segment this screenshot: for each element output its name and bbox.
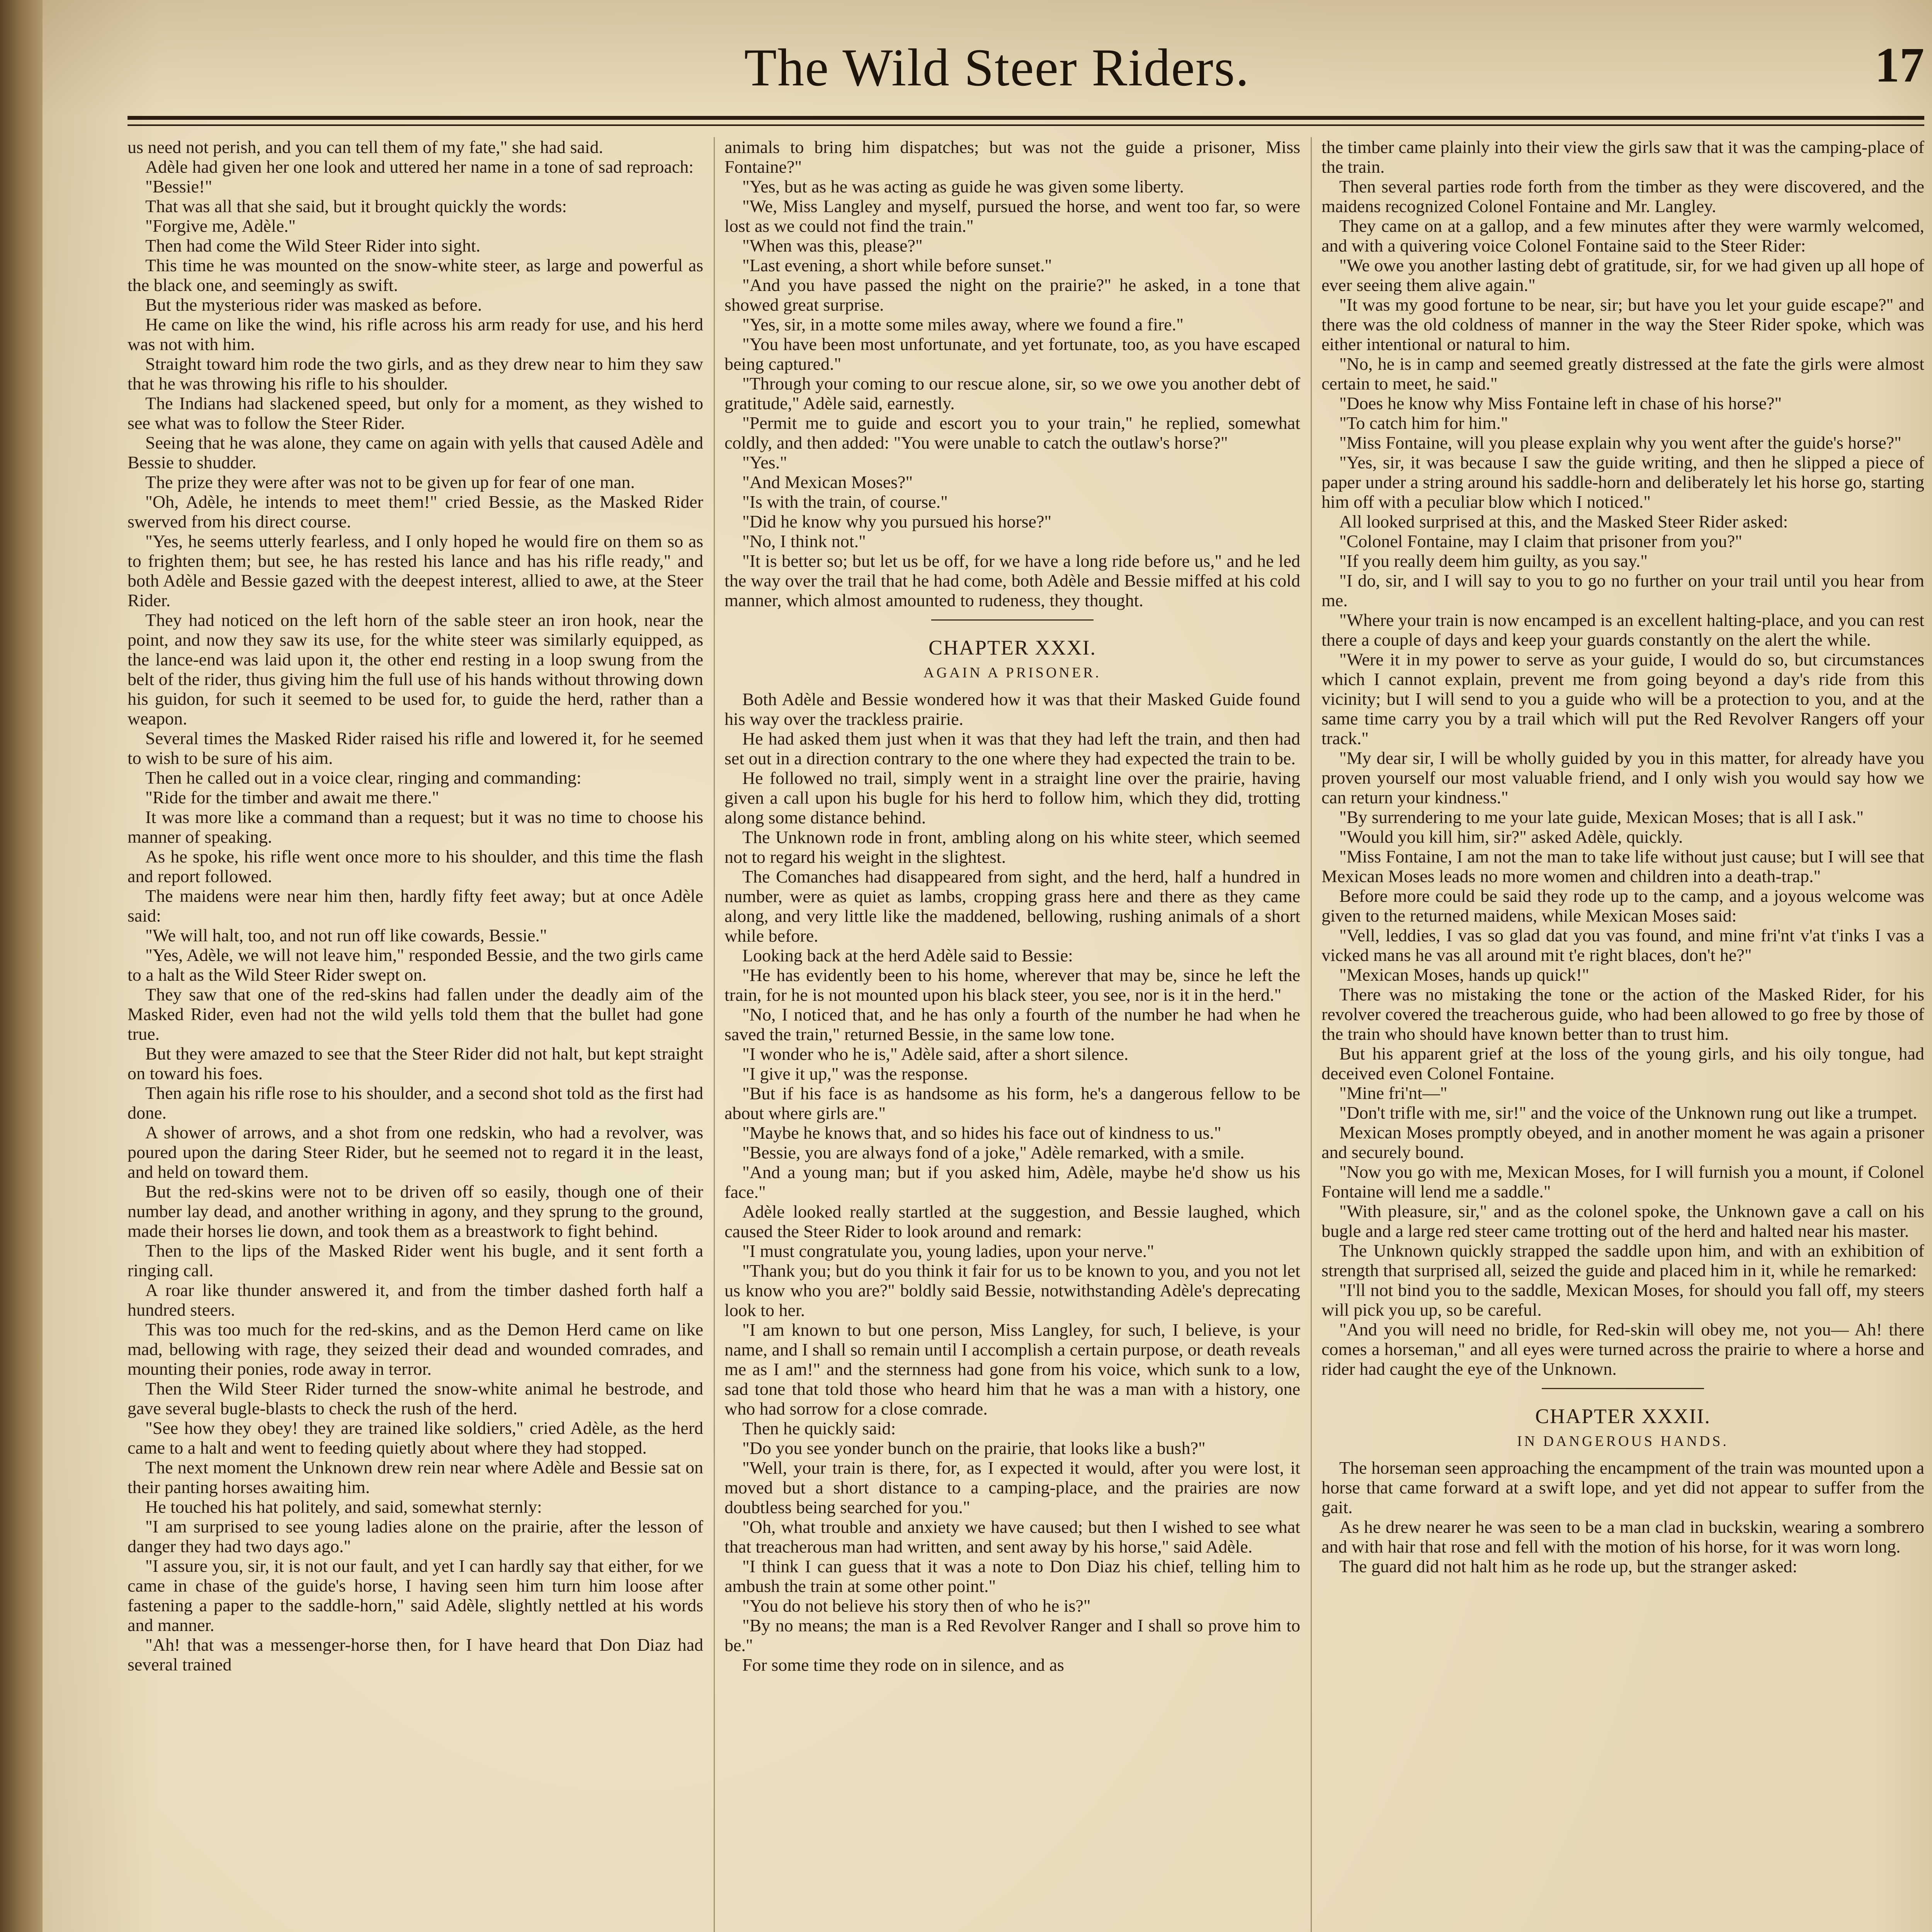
page-gutter bbox=[0, 0, 46, 1932]
paragraph: "We will halt, too, and not run off like cowards, Bessie." bbox=[145, 925, 547, 945]
paragraph: "Would you kill him, sir?" asked Adèle, quickly. bbox=[1339, 827, 1683, 847]
paragraph: "And Mexican Moses?" bbox=[742, 472, 913, 492]
paragraph: They had noticed on the left horn of the sable steer an iron hook, near the point, and now they saw its use, for the white steer was similarly equipped, as the lance-end was laid upon it, the other end resting in a loop swung from the belt of the rider, thus giving him the full use of his hands without throwing down his guidon, for such it seemed to be used for, to guide the herd, rather than a weapon. bbox=[128, 610, 703, 728]
paragraph: "When was this, please?" bbox=[742, 236, 923, 255]
paragraph: Several times the Masked Rider raised his rifle and lowered it, for he seemed to wish to be sure of his aim. bbox=[128, 728, 703, 768]
paragraph: "I think I can guess that it was a note to Don Diaz his chief, telling him to ambush the train at some other point." bbox=[724, 1556, 1300, 1596]
paragraph: "Mexican Moses, hands up quick!" bbox=[1339, 965, 1589, 985]
header-rule-thin bbox=[128, 124, 1924, 126]
chapter-divider bbox=[931, 619, 1094, 621]
paragraph: This was too much for the red-skins, and as the Demon Herd came on like mad, bellowing with rage, they seized their dead and wounded comrades, and mounting their ponies, rode away in terror. bbox=[128, 1320, 703, 1379]
paragraph: "And a young man; but if you asked him, Adèle, maybe he'd show us his face." bbox=[724, 1162, 1300, 1202]
paragraph: the timber came plainly into their view the girls saw that it was the camping-place of the train. bbox=[1321, 137, 1924, 177]
paragraph: "And you have passed the night on the prairie?" he asked, in a tone that showed great surprise. bbox=[724, 275, 1300, 315]
chapter-title: CHAPTER XXXII. bbox=[1535, 1405, 1711, 1428]
paragraph: "Oh, Adèle, he intends to meet them!" cried Bessie, as the Masked Rider swerved from his direct course. bbox=[128, 492, 703, 531]
paragraph: "Yes, sir, in a motte some miles away, where we found a fire." bbox=[742, 315, 1184, 334]
paragraph: "Don't trifle with me, sir!" and the voice of the Unknown rung out like a trumpet. bbox=[1339, 1103, 1917, 1122]
paragraph: He touched his hat politely, and said, somewhat sternly: bbox=[145, 1497, 542, 1517]
paragraph: Then the Wild Steer Rider turned the snow-white animal he bestrode, and gave several bugle-blasts to check the rush of the herd. bbox=[128, 1379, 703, 1418]
paragraph: "Through your coming to our rescue alone, sir, so we owe you another debt of gratitude," Adèle said, earnestly. bbox=[724, 374, 1300, 413]
paragraph: It was more like a command than a request; but it was no time to choose his manner of speaking. bbox=[128, 807, 703, 847]
paragraph: The guard did not halt him as he rode up, but the stranger asked: bbox=[1339, 1556, 1798, 1576]
header-rule-thick bbox=[128, 116, 1924, 120]
paragraph: The horseman seen approaching the encampment of the train was mounted upon a horse that came forward at a swift lope, and yet did not appear to suffer from the gait. bbox=[1321, 1458, 1924, 1517]
paragraph: "You do not believe his story then of who he is?" bbox=[742, 1596, 1091, 1616]
paragraph: "Thank you; but do you think it fair for us to be known to you, and you not let us know who you are?" boldly said Bessie, notwithstanding Adèle's deprecating look to her. bbox=[724, 1261, 1300, 1320]
paragraph: For some time they rode on in silence, and as bbox=[742, 1655, 1064, 1675]
paragraph: Then had come the Wild Steer Rider into sight. bbox=[145, 236, 481, 255]
paragraph: "See how they obey! they are trained like soldiers," cried Adèle, as the herd came to a halt and went to feeding quietly about where they had stopped. bbox=[128, 1418, 703, 1458]
paragraph: "We owe you another lasting debt of gratitude, sir, for we had given up all hope of ever seeing them alive again." bbox=[1321, 255, 1924, 295]
paragraph: "No, he is in camp and seemed greatly distressed at the fate the girls were almost certain to meet, he said." bbox=[1321, 354, 1924, 393]
paragraph: "I must congratulate you, young ladies, upon your nerve." bbox=[742, 1241, 1154, 1261]
paragraph: "Does he know why Miss Fontaine left in chase of his horse?" bbox=[1339, 393, 1782, 413]
paragraph: "He has evidently been to his home, wherever that may be, since he left the train, for he is not mounted upon his black steer, you see, nor is it in the herd." bbox=[724, 965, 1300, 1005]
paragraph: "Last evening, a short while before sunset." bbox=[742, 255, 1052, 275]
paragraph: Both Adèle and Bessie wondered how it was that their Masked Guide found his way over the trackless prairie. bbox=[724, 689, 1300, 729]
paragraph: The maidens were near him then, hardly fifty feet away; but at once Adèle said: bbox=[128, 886, 703, 925]
paragraph: They came on at a gallop, and a few minutes after they were warmly welcomed, and with a quivering voice Colonel Fontaine said to the Steer Rider: bbox=[1321, 216, 1924, 255]
paragraph: He followed no trail, simply went in a straight line over the prairie, having given a call upon his bugle for his herd to follow him, which they did, trotting along some distance behind. bbox=[724, 768, 1300, 827]
paragraph: Before more could be said they rode up to the camp, and a joyous welcome was given to the returned maidens, while Mexican Moses said: bbox=[1321, 886, 1924, 925]
paragraph: The Unknown quickly strapped the saddle upon him, and with an exhibition of strength that surprised all, seized the guide and placed him in it, while he remarked: bbox=[1321, 1241, 1924, 1280]
chapter-divider bbox=[1542, 1388, 1704, 1389]
column-divider-right bbox=[1311, 137, 1312, 1932]
paragraph: "By surrendering to me your late guide, Mexican Moses; that is all I ask." bbox=[1339, 807, 1864, 827]
paragraph: "Mine fri'nt—" bbox=[1339, 1083, 1447, 1103]
paragraph: They saw that one of the red-skins had fallen under the deadly aim of the Masked Rider, even had not the wild yells told them that the bullet had gone true. bbox=[128, 985, 703, 1044]
paragraph: "I am known to but one person, Miss Langley, for such, I believe, is your name, and I shall so remain until I accomplish a certain purpose, or death reveals me as I am!" and the sternness had gone from his voice, which sunk to a low, sad tone that told those who heard him that he was a man with a history, one who had sorrow for a close comrade. bbox=[724, 1320, 1300, 1418]
paragraph: "Do you see yonder bunch on the prairie, that looks like a bush?" bbox=[742, 1438, 1206, 1458]
paragraph: "I give it up," was the response. bbox=[742, 1064, 968, 1083]
paragraph: There was no mistaking the tone or the action of the Masked Rider, for his revolver covered the treacherous guide, who had been allowed to go free by those of the train who should have known better than to trust him. bbox=[1321, 985, 1924, 1044]
paragraph: "But if his face is as handsome as his form, he's a dangerous fellow to be about where girls are." bbox=[724, 1083, 1300, 1123]
chapter-title: CHAPTER XXXI. bbox=[928, 636, 1096, 659]
paragraph: The next moment the Unknown drew rein near where Adèle and Bessie sat on their panting horses awaiting him. bbox=[128, 1458, 703, 1497]
paragraph: "I am surprised to see young ladies alone on the prairie, after the lesson of danger they had two days ago." bbox=[128, 1517, 703, 1556]
paragraph: "Ride for the timber and await me there." bbox=[145, 787, 439, 807]
paragraph: Then to the lips of the Masked Rider went his bugle, and it sent forth a ringing call. bbox=[128, 1241, 703, 1280]
paragraph: "It was my good fortune to be near, sir; but have you let your guide escape?" and there was the old coldness of manner in the way the Steer Rider spoke, which was either intentional or natural to him. bbox=[1321, 295, 1924, 354]
paragraph: "Permit me to guide and escort you to your train," he replied, somewhat coldly, and then added: "You were unable to catch the outlaw's horse?" bbox=[724, 413, 1300, 452]
paragraph: "Were it in my power to serve as your guide, I would do so, but circumstances which I cannot explain, prevent me from going beyond a day's ride from this vicinity; but I will send to you a guide who will be a protection to you, and at the same time carry you by a trail which will put the Red Revolver Rangers off your track." bbox=[1321, 650, 1924, 748]
paragraph: Then he quickly said: bbox=[742, 1418, 896, 1438]
paragraph: "Miss Fontaine, will you please explain why you went after the guide's horse?" bbox=[1339, 433, 1901, 452]
paragraph: But his apparent grief at the loss of the young girls, and his oily tongue, had deceived even Colonel Fontaine. bbox=[1321, 1044, 1924, 1083]
paragraph: "I assure you, sir, it is not our fault, and yet I can hardly say that either, for we came in chase of the guide's horse, I having seen him turn him loose after fastening a paper to the saddle-horn," said Adèle, slightly nettled at his words and manner. bbox=[128, 1556, 703, 1635]
paragraph: "Yes, Adèle, we will not leave him," responded Bessie, and the two girls came to a halt as the Wild Steer Rider swept on. bbox=[128, 945, 703, 985]
paragraph: Then again his rifle rose to his shoulder, and a second shot told as the first had done. bbox=[128, 1083, 703, 1122]
paragraph: "And you will need no bridle, for Red-skin will obey me, not you— Ah! there comes a horseman," and all eyes were turned across the prairie to where a horse and rider had caught the eye of the Unknown. bbox=[1321, 1320, 1924, 1379]
paragraph: But the red-skins were not to be driven off so easily, though one of their number lay dead, and another writhing in agony, and they sprung to the ground, made their horses lie down, and took them as a breastwork to fight behind. bbox=[128, 1182, 703, 1241]
paragraph: "Well, your train is there, for, as I expected it would, after you were lost, it moved but a short distance to a camping-place, and the prairies are now doubtless being searched for you." bbox=[724, 1458, 1300, 1517]
column-divider-left bbox=[714, 137, 715, 1932]
paragraph: The Indians had slackened speed, but only for a moment, as they wished to see what was to follow the Steer Rider. bbox=[128, 393, 703, 433]
paragraph: That was all that she said, but it brought quickly the words: bbox=[145, 196, 567, 216]
paragraph: "Where your train is now encamped is an excellent halting-place, and you can rest there a couple of days and keep your guards constantly on the alert the while. bbox=[1321, 610, 1924, 650]
paragraph: "With pleasure, sir," and as the colonel spoke, the Unknown gave a call on his bugle and a large red steer came trotting out of the herd and halted near his master. bbox=[1321, 1201, 1924, 1241]
paragraph: The Comanches had disappeared from sight, and the herd, half a hundred in number, were as quiet as lambs, cropping grass here and there as they came along, and very little like the maddened, bellowing, rushing animals of a short while before. bbox=[724, 867, 1300, 946]
paragraph: "By no means; the man is a Red Revolver Ranger and I shall so prove him to be." bbox=[724, 1616, 1300, 1655]
paragraph: "Now you go with me, Mexican Moses, for I will furnish you a mount, if Colonel Fontaine will lend me a saddle." bbox=[1321, 1162, 1924, 1201]
paragraph: Mexican Moses promptly obeyed, and in another moment he was again a prisoner and securely bound. bbox=[1321, 1122, 1924, 1162]
running-title: The Wild Steer Riders. bbox=[744, 38, 1250, 97]
paragraph: The Unknown rode in front, ambling along on his white steer, which seemed not to regard his weight in the slightest. bbox=[724, 827, 1300, 867]
paragraph: Then several parties rode forth from the timber as they were discovered, and the maidens recognized Colonel Fontaine and Mr. Langley. bbox=[1321, 177, 1924, 216]
paragraph: "Bessie, you are always fond of a joke," Adèle remarked, with a smile. bbox=[742, 1143, 1245, 1162]
paragraph: "No, I noticed that, and he has only a fourth of the number he had when he saved the train," returned Bessie, in the same low tone. bbox=[724, 1005, 1300, 1044]
paragraph: "Bessie!" bbox=[145, 177, 212, 196]
paragraph: As he spoke, his rifle went once more to his shoulder, and this time the flash and report followed. bbox=[128, 847, 703, 886]
paragraph: "Yes." bbox=[742, 452, 787, 472]
paragraph: "I do, sir, and I will say to you to go no further on your trail until you hear from me. bbox=[1321, 571, 1924, 610]
paragraph: "Vell, leddies, I vas so glad dat you vas found, and mine fri'nt v'at t'inks I vas a vicked mans he vas all around mit t'e right blaces, don't he?" bbox=[1321, 925, 1924, 965]
paragraph: "Is with the train, of course." bbox=[742, 492, 948, 512]
paragraph: Then he called out in a voice clear, ringing and commanding: bbox=[145, 768, 582, 787]
paragraph: A roar like thunder answered it, and from the timber dashed forth half a hundred steers. bbox=[128, 1280, 703, 1320]
text-column-2 bbox=[724, 137, 1300, 1932]
paragraph: Looking back at the herd Adèle said to Bessie: bbox=[742, 946, 1073, 965]
paragraph: Adèle looked really startled at the suggestion, and Bessie laughed, which caused the Steer Rider to look around and remark: bbox=[724, 1202, 1300, 1241]
page-header bbox=[128, 37, 1924, 114]
paragraph: Straight toward him rode the two girls, and as they drew near to him they saw that he was throwing his rifle to his shoulder. bbox=[128, 354, 703, 393]
paragraph: "I'll not bind you to the saddle, Mexican Moses, for should you fall off, my steers will pick you up, so be careful. bbox=[1321, 1280, 1924, 1320]
paragraph: "No, I think not." bbox=[742, 531, 866, 551]
chapter-subtitle: AGAIN A PRISONER. bbox=[923, 665, 1101, 681]
paragraph: "If you really deem him guilty, as you say." bbox=[1339, 551, 1648, 571]
paragraph: "Yes, he seems utterly fearless, and I only hoped he would fire on them so as to frighten them; but see, he has rested his lance and has his rifle ready," and both Adèle and Bessie gazed with the deepest interest, allied to awe, at the Steer Rider. bbox=[128, 531, 703, 610]
paragraph: "Yes, but as he was acting as guide he was given some liberty. bbox=[742, 177, 1184, 196]
paragraph: "Forgive me, Adèle." bbox=[145, 216, 296, 236]
paragraph: "You have been most unfortunate, and yet fortunate, too, as you have escaped being captured." bbox=[724, 334, 1300, 374]
chapter-subtitle: IN DANGEROUS HANDS. bbox=[1517, 1433, 1729, 1449]
paragraph: "Ah! that was a messenger-horse then, for I have heard that Don Diaz had several trained bbox=[128, 1635, 703, 1674]
paragraph: "We, Miss Langley and myself, pursued the horse, and went too far, so were lost as we could not find the train." bbox=[724, 196, 1300, 236]
paragraph: animals to bring him dispatches; but was not the guide a prisoner, Miss Fontaine?" bbox=[724, 137, 1300, 177]
paragraph: "I wonder who he is," Adèle said, after a short silence. bbox=[742, 1044, 1129, 1064]
paragraph: But the mysterious rider was masked as before. bbox=[145, 295, 482, 315]
text-column-1 bbox=[128, 137, 703, 1932]
text-column-3 bbox=[1321, 137, 1924, 1932]
paragraph: As he drew nearer he was seen to be a man clad in buckskin, wearing a sombrero and with hair that rose and fell with the motion of his horse, for it was worn long. bbox=[1321, 1517, 1924, 1556]
paragraph: But they were amazed to see that the Steer Rider did not halt, but kept straight on toward his foes. bbox=[128, 1044, 703, 1083]
paragraph: "My dear sir, I will be wholly guided by you in this matter, for already have you proven yourself our most valuable friend, and I only wish you would say how we can return your kindness." bbox=[1321, 748, 1924, 807]
paragraph: "It is better so; but let us be off, for we have a long ride before us," and he led the way over the trail that he had come, both Adèle and Bessie miffed at his cold manner, which almost amounted to rudeness, they thought. bbox=[724, 551, 1300, 610]
paragraph: He had asked them just when it was that they had left the train, and then had set out in a direction contrary to the one where they had expected the train to be. bbox=[724, 729, 1300, 768]
paragraph: All looked surprised at this, and the Masked Steer Rider asked: bbox=[1339, 512, 1788, 531]
paragraph: us need not perish, and you can tell them of my fate," she had said. bbox=[128, 137, 604, 157]
paragraph: "To catch him for him." bbox=[1339, 413, 1508, 433]
paragraph: He came on like the wind, his rifle across his arm ready for use, and his herd was not with him. bbox=[128, 315, 703, 354]
paragraph: Seeing that he was alone, they came on again with yells that caused Adèle and Bessie to shudder. bbox=[128, 433, 703, 472]
paragraph: "Oh, what trouble and anxiety we have caused; but then I wished to see what that treacherous man had written, and sent away by his horse," said Adèle. bbox=[724, 1517, 1300, 1556]
paragraph: This time he was mounted on the snow-white steer, as large and powerful as the black one, and seemingly as swift. bbox=[128, 255, 703, 295]
paragraph: "Did he know why you pursued his horse?" bbox=[742, 512, 1052, 531]
paragraph: "Maybe he knows that, and so hides his face out of kindness to us." bbox=[742, 1123, 1221, 1143]
paragraph: "Colonel Fontaine, may I claim that prisoner from you?" bbox=[1339, 531, 1742, 551]
page-number: 17 bbox=[1875, 37, 1924, 92]
paragraph: "Miss Fontaine, I am not the man to take life without just cause; but I will see that Mexican Moses leads no more women and children into a death-trap." bbox=[1321, 847, 1924, 886]
paragraph: The prize they were after was not to be given up for fear of one man. bbox=[145, 472, 635, 492]
paragraph: A shower of arrows, and a shot from one redskin, who had a revolver, was poured upon the daring Steer Rider, but he seemed not to regard it in the least, and held on toward them. bbox=[128, 1122, 703, 1182]
paragraph: Adèle had given her one look and uttered her name in a tone of sad reproach: bbox=[145, 157, 694, 177]
paragraph: "Yes, sir, it was because I saw the guide writing, and then he slipped a piece of paper under a string around his saddle-horn and deliberately let his horse go, starting him off with a peculiar blow which I noticed." bbox=[1321, 452, 1924, 512]
